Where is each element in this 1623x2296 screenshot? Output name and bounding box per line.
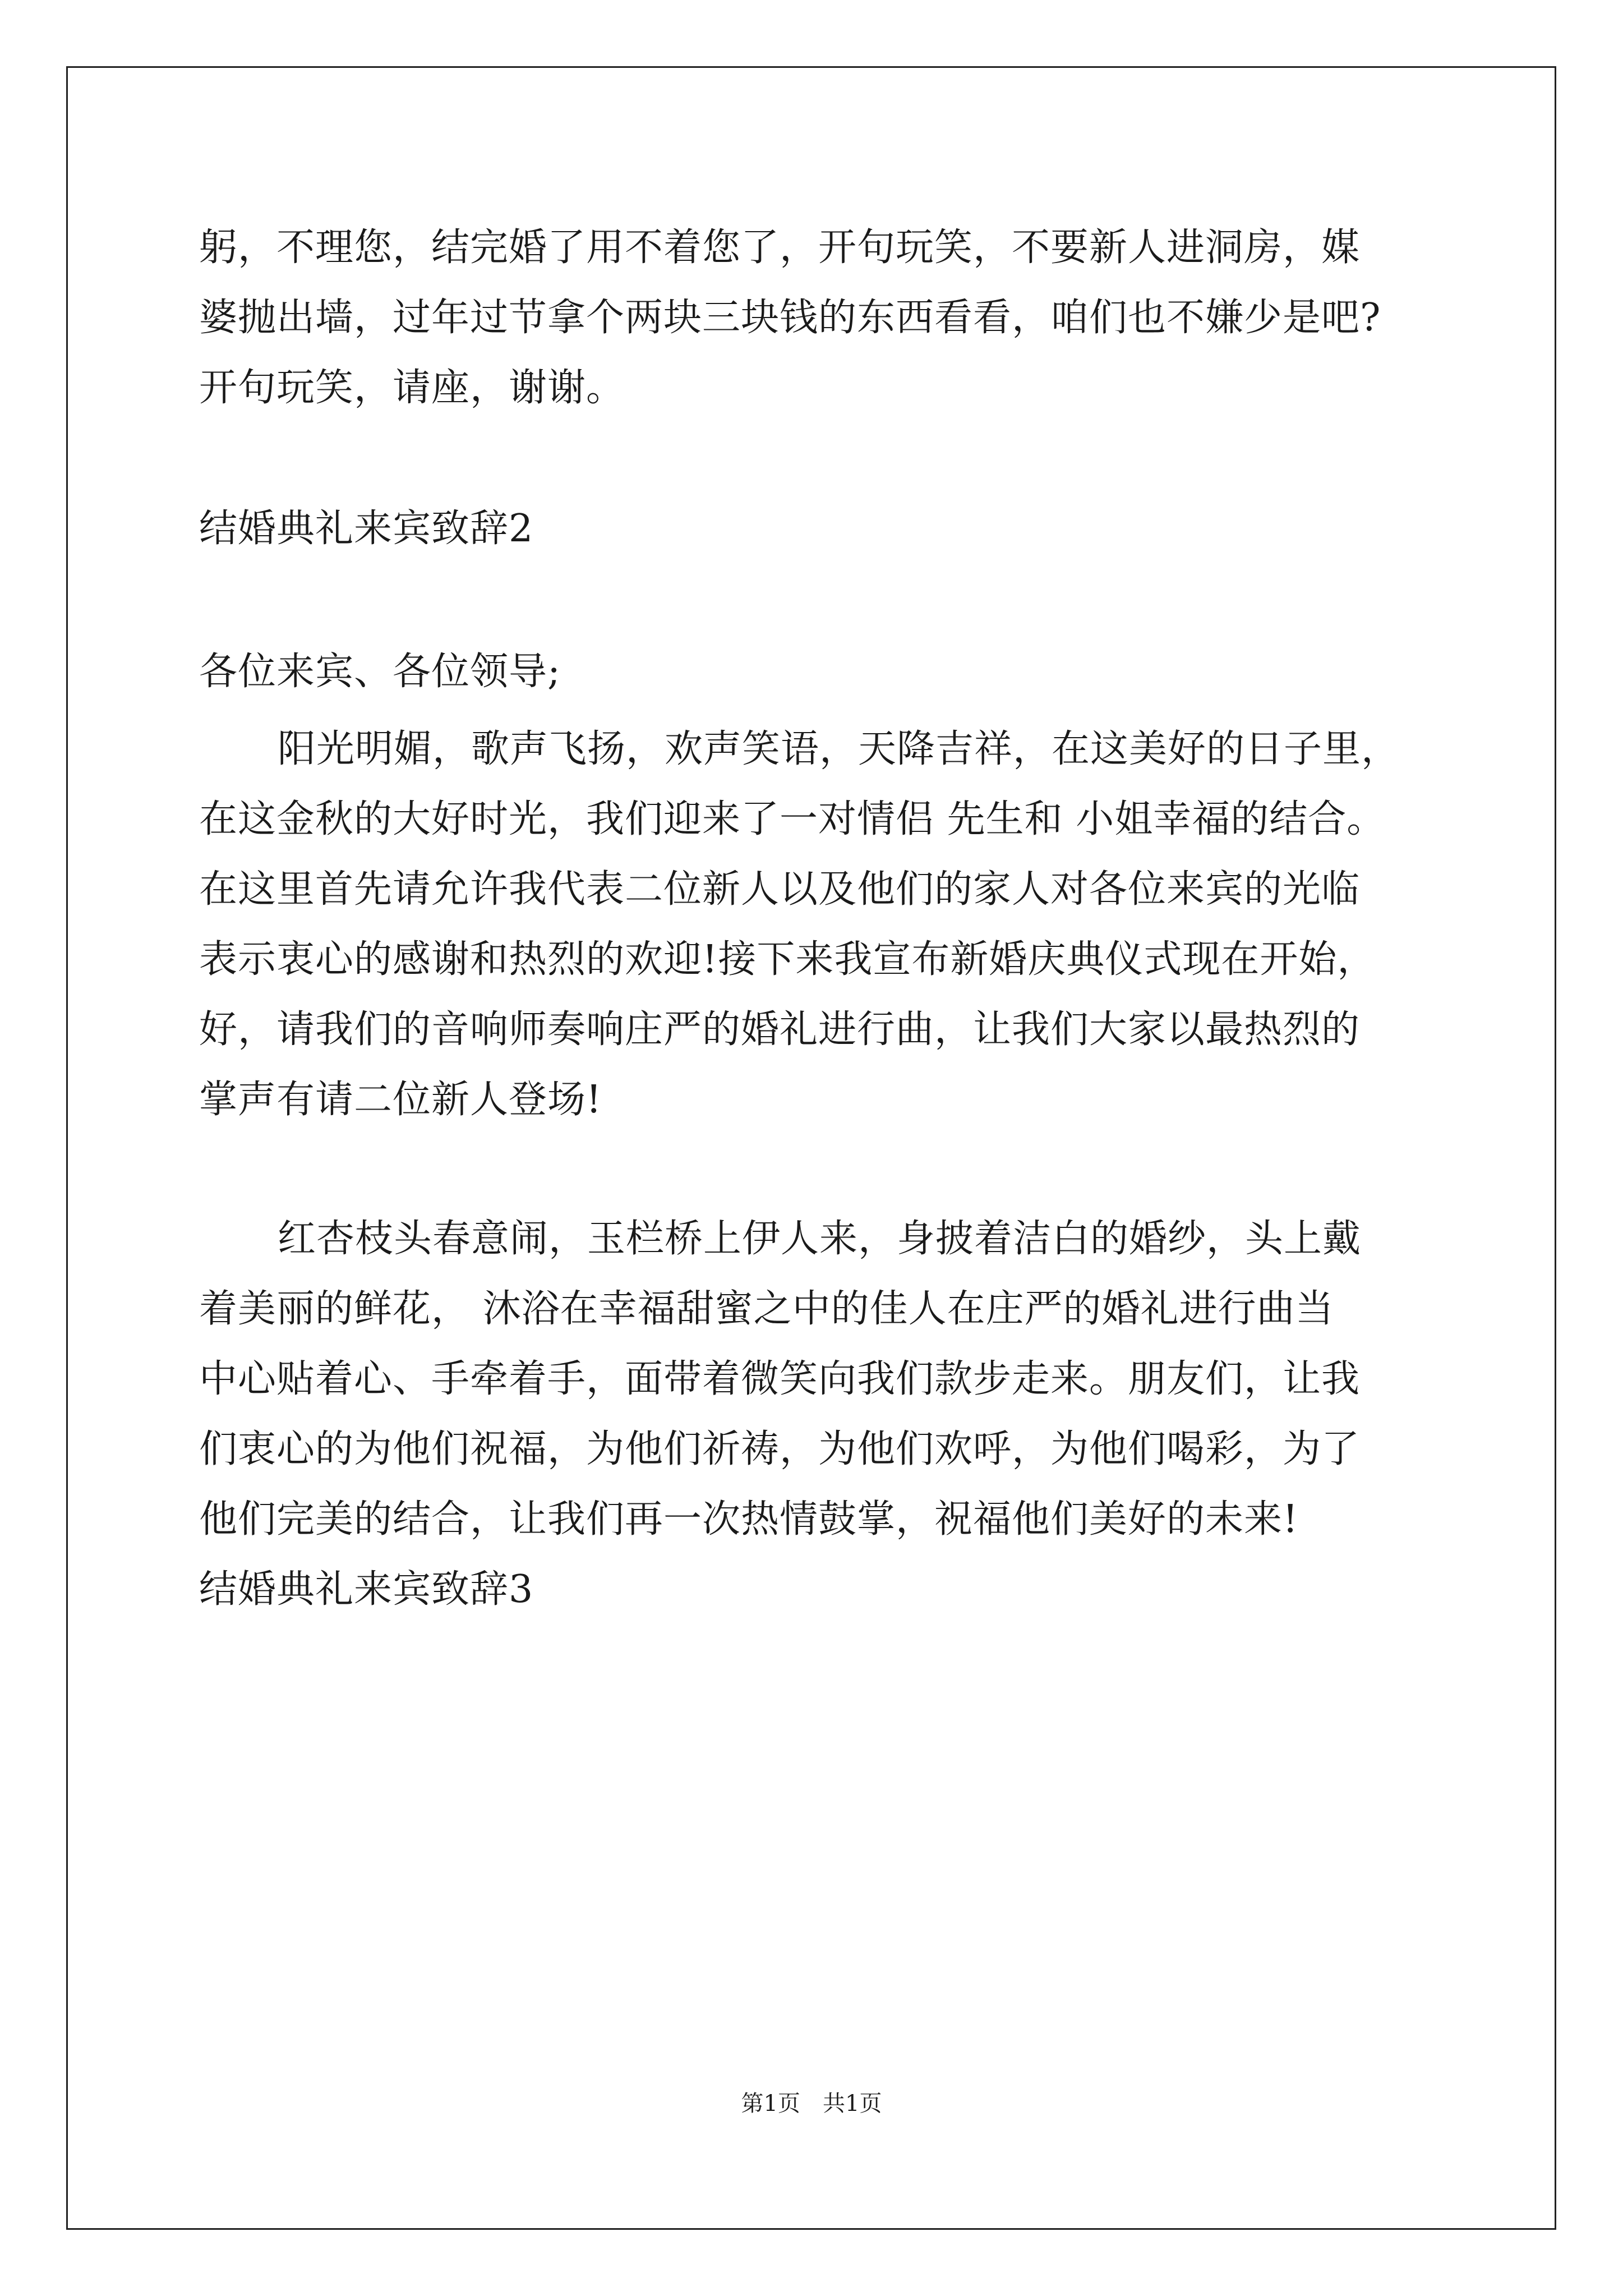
text-line: 开句玩笑，请座，谢谢。 <box>199 366 625 410</box>
section-heading: 结婚典礼来宾致辞2 <box>199 507 534 551</box>
text-line: 掌声有请二位新人登场! <box>199 1078 602 1122</box>
paragraph-start: 红杏枝头春意闹，玉栏桥上伊人来，身披着洁白的婚纱，头上戴 <box>278 1217 1362 1261</box>
text-line: 中心贴着心、手牵着手，面带着微笑向我们款步走来。朋友们，让我 <box>199 1357 1361 1401</box>
text-line: 表示衷心的感谢和热烈的欢迎!接下来我宣布新婚庆典仪式现在开始， <box>199 937 1376 982</box>
text-line: 婆抛出墙，过年过节拿个两块三块钱的东西看看，咱们也不嫌少是吧? <box>199 296 1381 340</box>
text-line: 在这金秋的大好时光，我们迎来了一对情侣 先生和 小姐幸福的结合。 <box>199 797 1386 841</box>
text-line: 各位来宾、各位领导; <box>199 650 561 694</box>
paragraph-start: 阳光明媚，歌声飞扬，欢声笑语，天降吉祥，在这美好的日子里， <box>278 727 1400 771</box>
text-line: 他们完美的结合，让我们再一次热情鼓掌，祝福他们美好的未来! <box>199 1497 1299 1542</box>
text-line: 躬，不理您，结完婚了用不着您了，开句玩笑，不要新人进洞房，媒 <box>199 226 1361 270</box>
text-line: 好，请我们的音响师奏响庄严的婚礼进行曲，让我们大家以最热烈的 <box>199 1007 1361 1052</box>
text-line: 们衷心的为他们祝福，为他们祈祷，为他们欢呼，为他们喝彩，为了 <box>199 1427 1361 1471</box>
text-line: 在这里首先请允许我代表二位新人以及他们的家人对各位来宾的光临 <box>199 867 1361 912</box>
page-footer: 第1页 共1页 <box>741 2091 882 2116</box>
text-line: 着美丽的鲜花， 沐浴在幸福甜蜜之中的佳人在庄严的婚礼进行曲当 <box>199 1287 1334 1331</box>
section-heading: 结婚典礼来宾致辞3 <box>199 1567 534 1612</box>
